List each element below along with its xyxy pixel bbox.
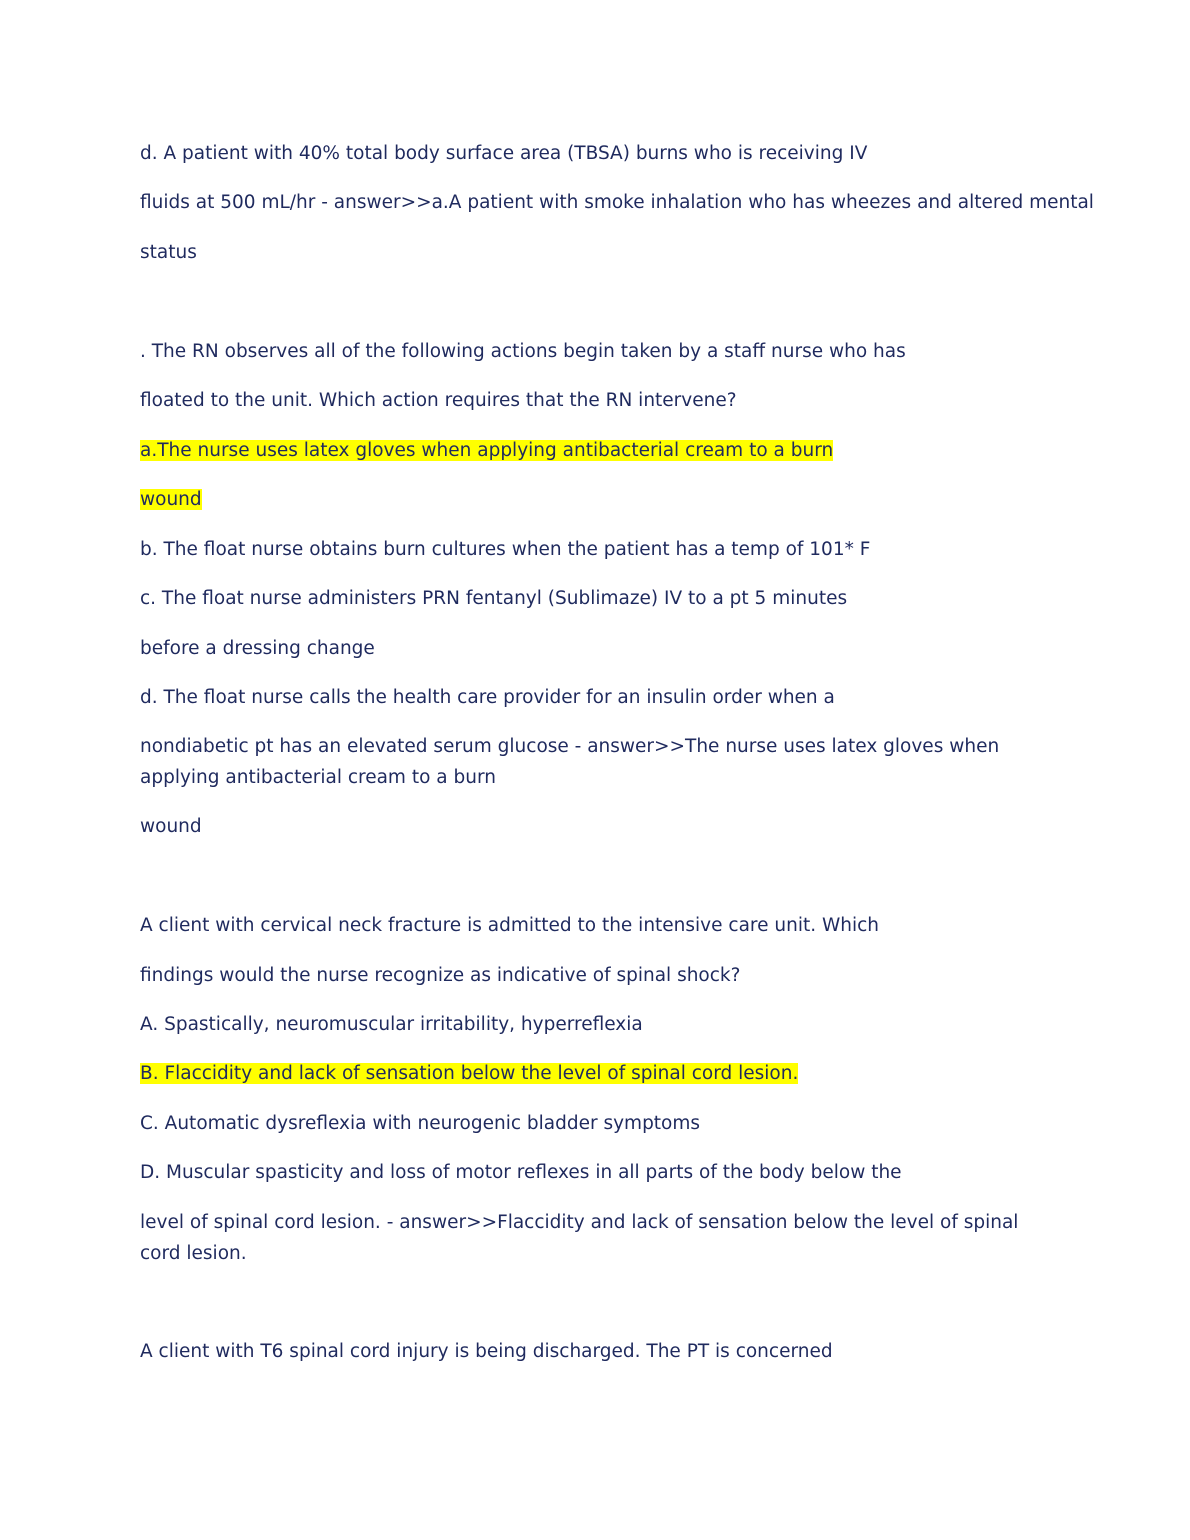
option-line: before a dressing change [140,638,375,659]
text-line: d. A patient with 40% total body surface area (TBSA) burns who is receiving IV [140,143,868,164]
question-line: A client with cervical neck fracture is admitted to the intensive care unit. Which [140,915,880,936]
option-line: d. The float nurse calls the health care provider for an insulin order when a [140,687,835,708]
option-line: D. Muscular spasticity and loss of motor reflexes in all parts of the body below the [140,1162,902,1183]
text-line: status [140,242,197,263]
question-line: floated to the unit. Which action requires that the RN intervene? [140,390,737,411]
text-line: fluids at 500 mL/hr - answer>>a.A patient with smoke inhalation who has wheezes and altered mental [140,192,1094,213]
option-line: C. Automatic dysreflexia with neurogenic bladder symptoms [140,1113,701,1134]
answer-line: level of spinal cord lesion. - answer>>Flaccidity and lack of sensation below the level of spinal cord lesion. [140,1212,1019,1264]
highlighted-answer-line: B. Flaccidity and lack of sensation below the level of spinal cord lesion. [140,1063,799,1084]
option-line: c. The float nurse administers PRN fentanyl (Sublimaze) IV to a pt 5 minutes [140,588,848,609]
answer-line: nondiabetic pt has an elevated serum glucose - answer>>The nurse uses latex gloves when applying antibacterial cream to a burn [140,736,1000,788]
highlighted-answer-line: wound [140,489,202,510]
highlighted-answer-line: a.The nurse uses latex gloves when applying antibacterial cream to a burn [140,440,834,461]
option-line: b. The float nurse obtains burn cultures when the patient has a temp of 101* F [140,539,871,560]
question-line: findings would the nurse recognize as indicative of spinal shock? [140,965,741,986]
answer-line: wound [140,816,202,837]
question-line: A client with T6 spinal cord injury is being discharged. The PT is concerned [140,1341,833,1362]
question-line: . The RN observes all of the following actions begin taken by a staff nurse who has [140,341,906,362]
option-line: A. Spastically, neuromuscular irritability, hyperreflexia [140,1014,643,1035]
